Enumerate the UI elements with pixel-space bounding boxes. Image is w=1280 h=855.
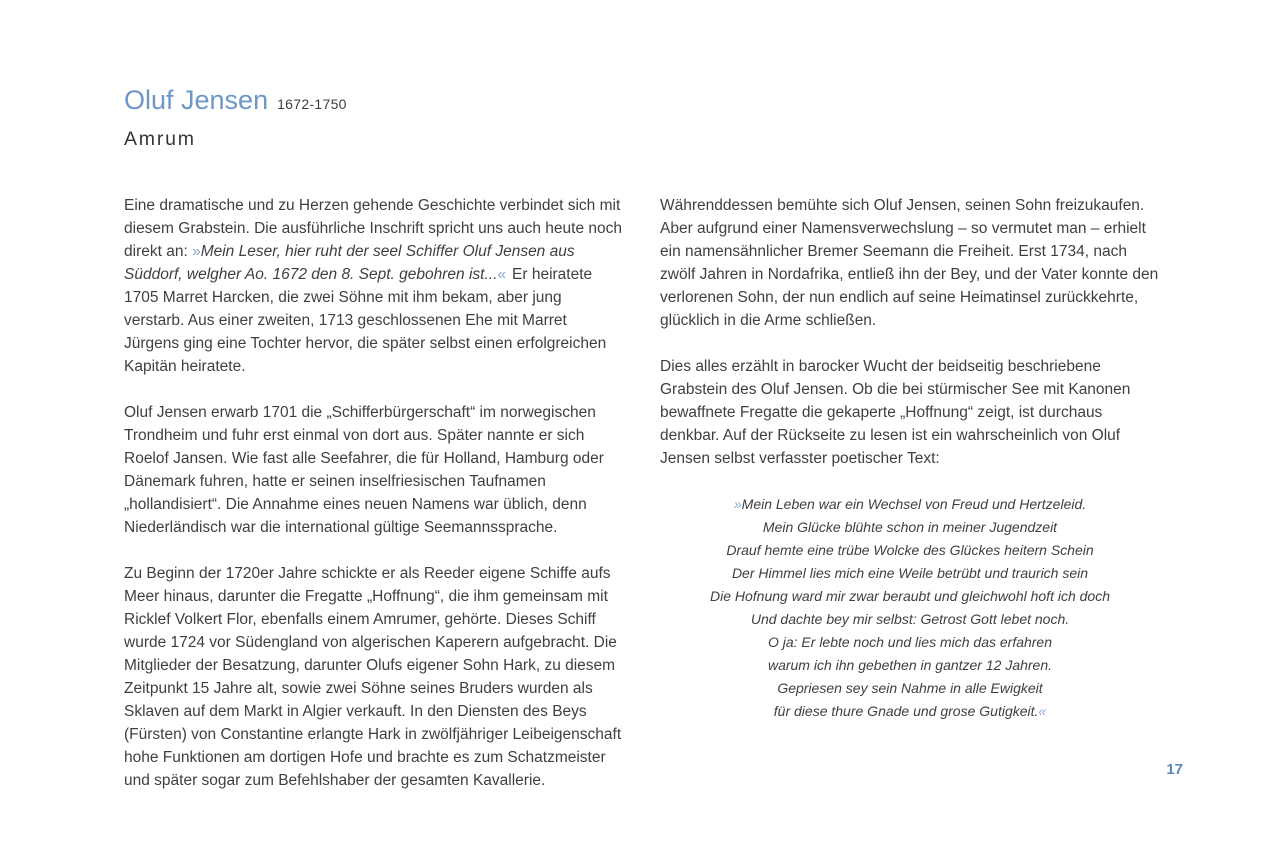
- poem-line: [660, 539, 1160, 562]
- page-header: [124, 83, 347, 151]
- paragraph-citizenship: Oluf Jensen erwarb 1701 die „Schifferbürgerschaft“ im norwegischen Trondheim und fuhr erst einmal von dort aus. Später nannte er sich Roelof Jansen. Wie fast alle Seefahrer, die für Holland, Hamburg oder Dänemark fuhren, hatte er seinen inselfriesischen Taufnamen „hollandisiert“. Die Annahme eines neuen Namens war üblich, denn Niederländisch war die international gültige Seemannssprache.: [124, 404, 604, 536]
- page-number: 17: [1166, 761, 1183, 778]
- poem-close-mark: «: [1038, 703, 1047, 719]
- text-columns: [124, 194, 1160, 792]
- poem-line: [660, 516, 1160, 539]
- poem-line-text: warum ich ihn gebethen in gantzer 12 Jahren.: [767, 657, 1053, 673]
- gravestone-inscription-quote: Mein Leser, hier ruht der seel Schiffer Oluf Jensen aus Süddorf, welgher Ao. 1672 den 8. Sept. gebohren ist...: [124, 243, 575, 283]
- poem-line-text: für diese thure Gnade und grose Gutigkeit.: [773, 703, 1039, 719]
- poem-line-text: Mein Glücke blühte schon in meiner Jugendzeit: [762, 519, 1058, 535]
- poem-line: [660, 677, 1160, 700]
- poem-line: [660, 608, 1160, 631]
- paragraph-intro: [124, 194, 624, 378]
- quote-close-mark: «: [497, 266, 507, 283]
- poem-line-text: Und dachte bey mir selbst: Getrost Gott lebet noch.: [750, 611, 1070, 627]
- poem-line: [660, 700, 1160, 723]
- paragraph-gravestone: Dies alles erzählt in barocker Wucht der beidseitig beschriebene Grabstein des Oluf Jensen. Ob die bei stürmischer See mit Kanonen bewaffnete Fregatte die gekaperte „Hoffnung“ zeigt, ist durchaus denkbar. Auf der Rückseite zu lesen ist ein wahrscheinlich von Oluf Jensen selbst verfasster poetischer Text:: [660, 358, 1131, 467]
- paragraph-intro-continued: Er heiratete 1705 Marret Harcken, die zwei Söhne mit ihm bekam, aber jung verstarb. Aus einer zweiten, 1713 geschlossenen Ehe mit Marret Jürgens ging eine Tochter hervor, die später selbst einen erfolgreichen Kapitän heiratete.: [124, 266, 607, 375]
- poem-line-text: Gepriesen sey sein Nahme in alle Ewigkeit: [777, 680, 1043, 696]
- paragraph-intro-text: Eine dramatische und zu Herzen gehende Geschichte verbindet sich mit diesem Grabstein. Die ausführliche Inschrift spricht uns auch heute noch direkt an:: [124, 197, 622, 260]
- poem-line-text: Drauf hemte eine trübe Wolcke des Glückes heitern Schein: [726, 542, 1094, 558]
- poem-line: [660, 585, 1160, 608]
- paragraph-shipowner: Zu Beginn der 1720er Jahre schickte er als Reeder eigene Schiffe aufs Meer hinaus, darunter die Fregatte „Hoffnung“, die ihm gemeinsam mit Ricklef Volkert Flor, ebenfalls einem Amrumer, gehörte. Dieses Schiff wurde 1724 vor Südengland von algerischen Kaperern aufgebracht. Die Mitglieder der Besatzung, darunter Olufs eigener Sohn Hark, zu diesem Zeitpunkt 15 Jahre alt, sowie zwei Söhne seines Bruders wurden als Sklaven auf dem Markt in Algier verkauft. In den Diensten des Beys (Fürsten) von Constantine erlangte Hark in zwölfjähriger Leibeigenschaft hohe Funktionen am dortigen Hofe und brachte es zum Schatzmeister und später sogar zum Befehlshaber der gesamten Kavallerie.: [124, 565, 622, 789]
- title-line: [124, 83, 347, 121]
- poem-line: [660, 562, 1160, 585]
- poem-line: [660, 654, 1160, 677]
- poem-line-text: O ja: Er lebte noch und lies mich das erfahren: [767, 634, 1053, 650]
- poem-line-text: Mein Leben war ein Wechsel von Freud und Hertzeleid.: [741, 496, 1087, 512]
- left-column: [124, 194, 624, 792]
- gravestone-poem: [660, 493, 1160, 723]
- poem-line: [660, 631, 1160, 654]
- title-dates: 1672-1750: [277, 96, 347, 112]
- quote-open-mark: »: [192, 243, 201, 260]
- poem-line-text: Der Himmel lies mich eine Weile betrübt und traurich sein: [731, 565, 1089, 581]
- poem-line: [660, 493, 1160, 516]
- poem-open-mark: »: [733, 496, 742, 512]
- poem-line-text: Die Hofnung ward mir zwar beraubt und gleichwohl hoft ich doch: [710, 588, 1110, 604]
- right-column: [660, 194, 1160, 792]
- page-title: Oluf Jensen: [124, 85, 269, 115]
- paragraph-ransom: Währenddessen bemühte sich Oluf Jensen, seinen Sohn freizukaufen. Aber aufgrund einer Namensverwechslung – so vermutet man – erhielt ein namensähnlicher Bremer Seemann die Freiheit. Erst 1734, nach zwölf Jahren in Nordafrika, entließ ihn der Bey, und der Vater konnte den verlorenen Sohn, der nun endlich auf seine Heimatinsel zurückkehrte, glücklich in die Arme schließen.: [660, 197, 1159, 329]
- page-subtitle: Amrum: [124, 128, 196, 150]
